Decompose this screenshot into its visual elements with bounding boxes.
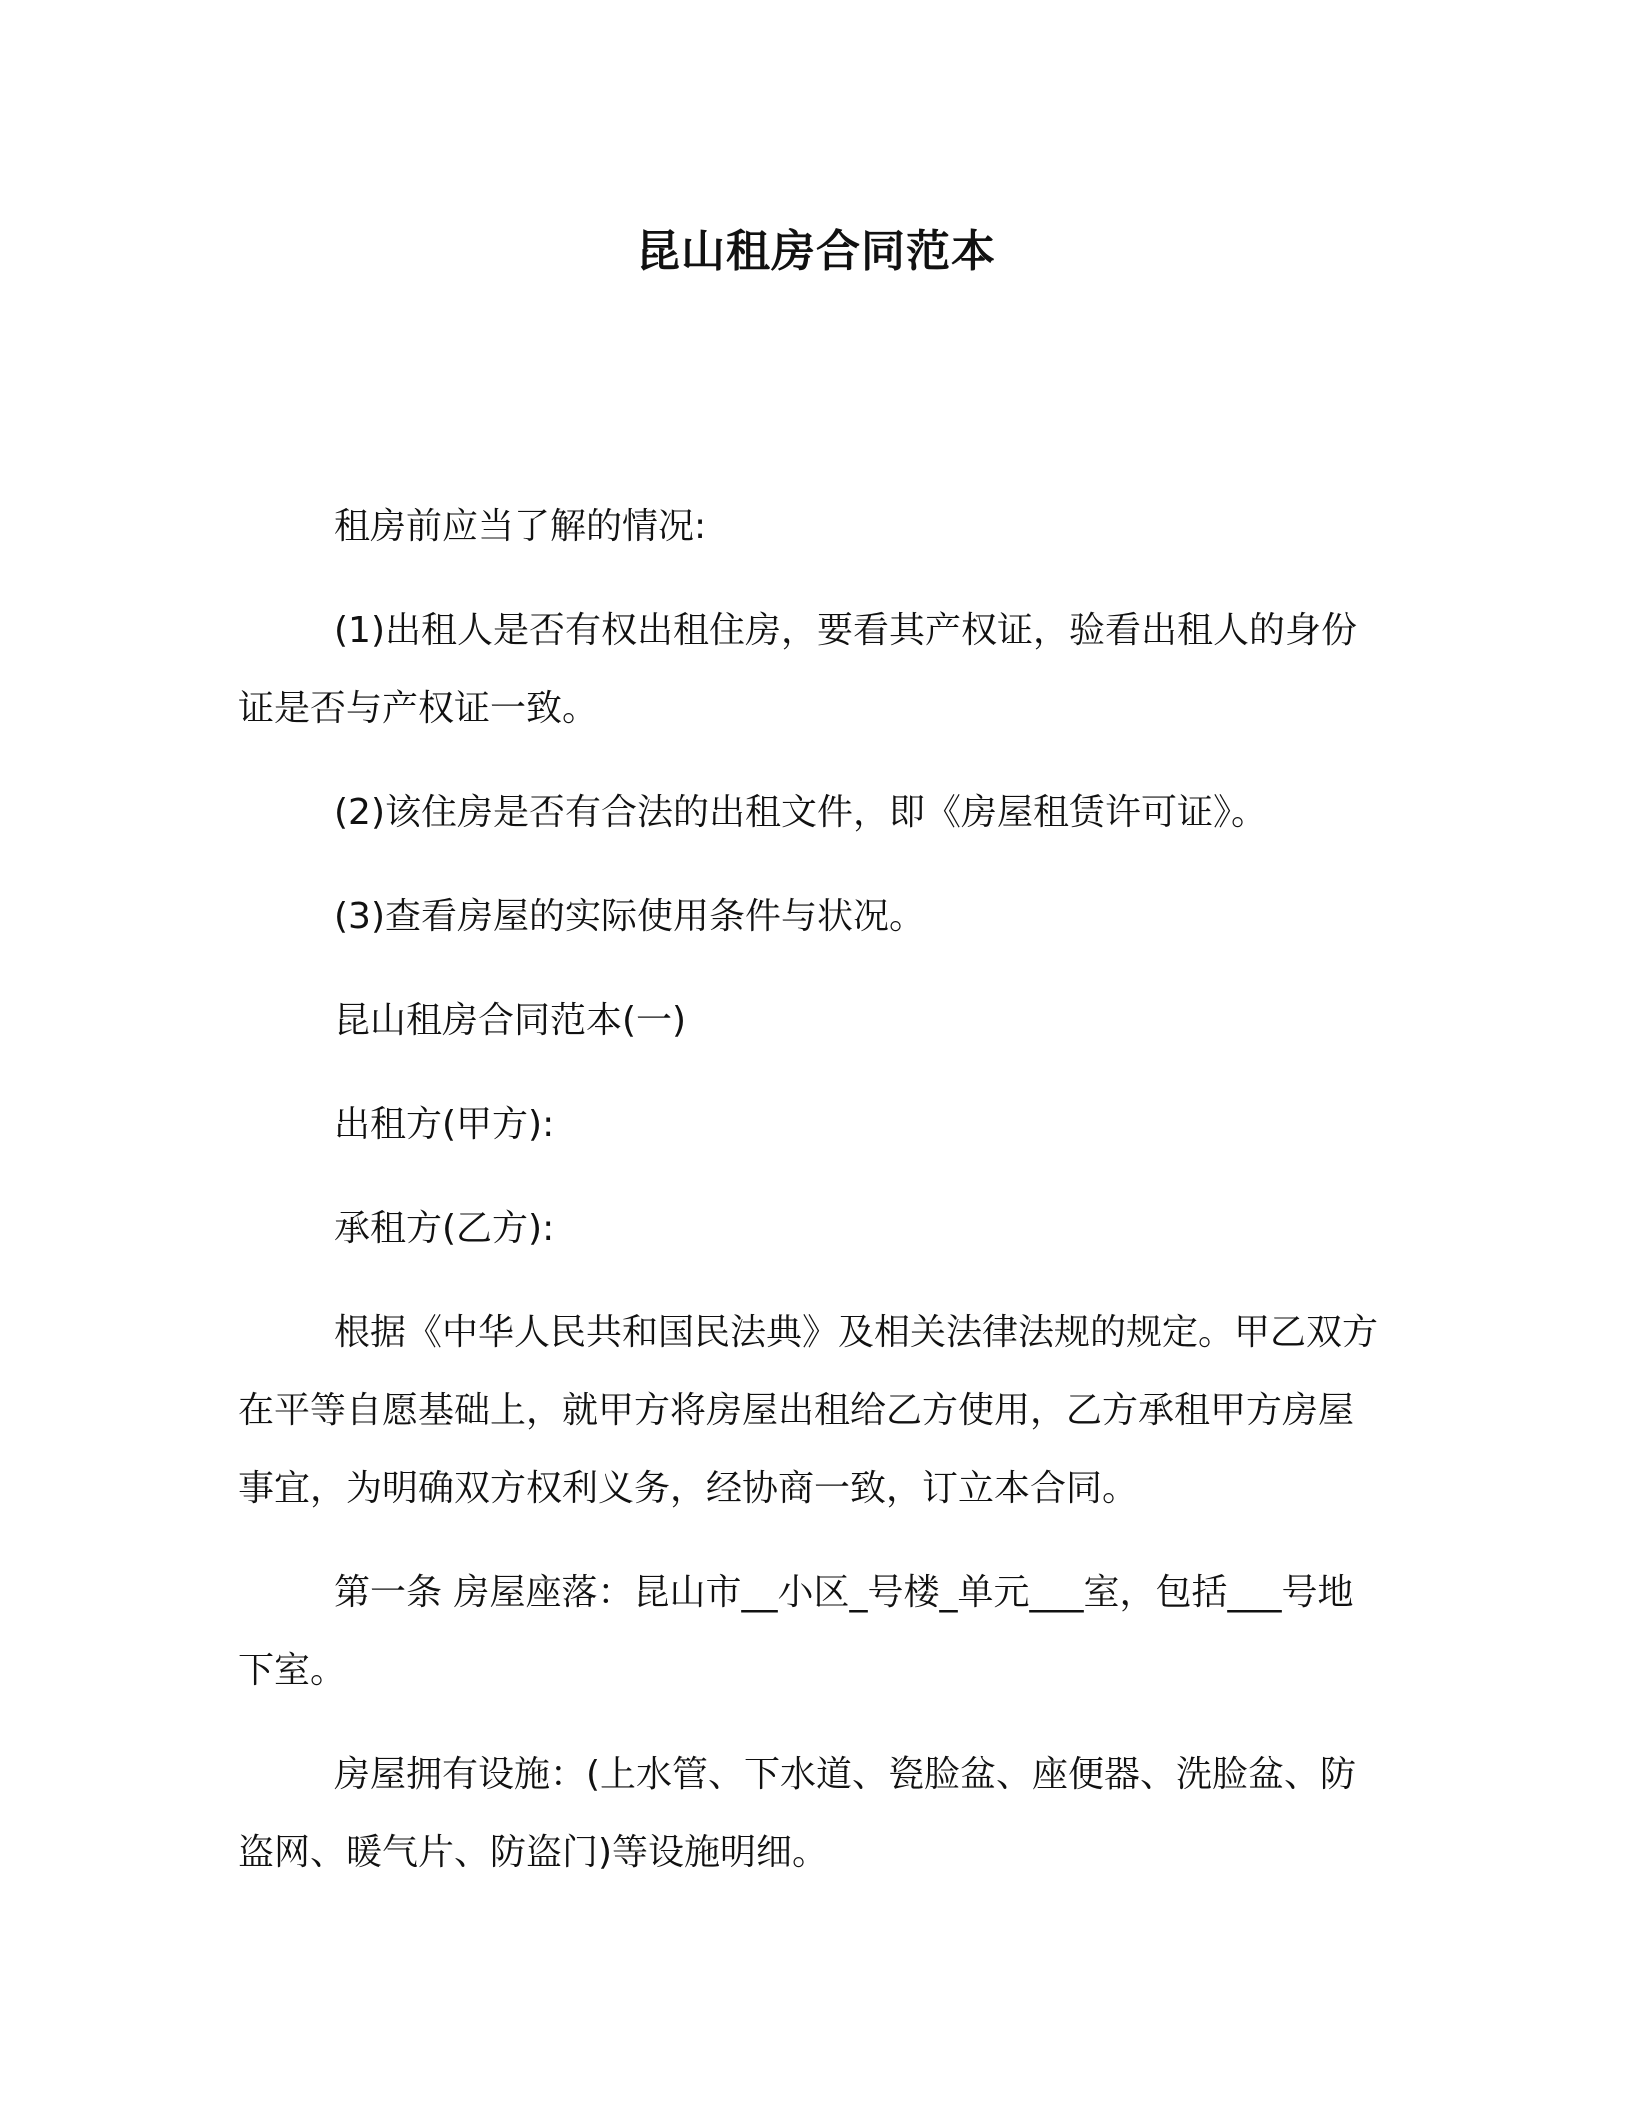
paragraph-item-3: (3)查看房屋的实际使用条件与状况。 [334,896,925,937]
paragraph-article-1: 第一条 房屋座落：昆山市__小区_号楼_单元___室，包括___号地下室。 [238,1572,1354,1691]
paragraph-item-2: (2)该住房是否有合法的出租文件，即《房屋租赁许可证》。 [334,792,1267,833]
paragraph-template-heading: 昆山租房合同范本(一) [334,1000,687,1041]
document-title: 昆山租房合同范本 [636,226,996,277]
paragraph-intro: 租房前应当了解的情况: [334,506,707,547]
paragraph-facilities: 房屋拥有设施：(上水管、下水道、瓷脸盆、座便器、洗脸盆、防盗网、暖气片、防盗门)等设施明细。 [238,1754,1357,1873]
paragraph-item-1: (1)出租人是否有权出租住房，要看其产权证，验看出租人的身份证是否与产权证一致。 [238,610,1357,729]
paragraph-lessor: 出租方(甲方): [334,1104,555,1145]
document-body [238,488,1388,1918]
paragraph-lessee: 承租方(乙方): [334,1208,555,1249]
paragraph-basis: 根据《中华人民共和国民法典》及相关法律法规的规定。甲乙双方在平等自愿基础上，就甲方将房屋出租给乙方使用，乙方承租甲方房屋事宜，为明确双方权利义务，经协商一致，订立本合同。 [238,1312,1379,1509]
